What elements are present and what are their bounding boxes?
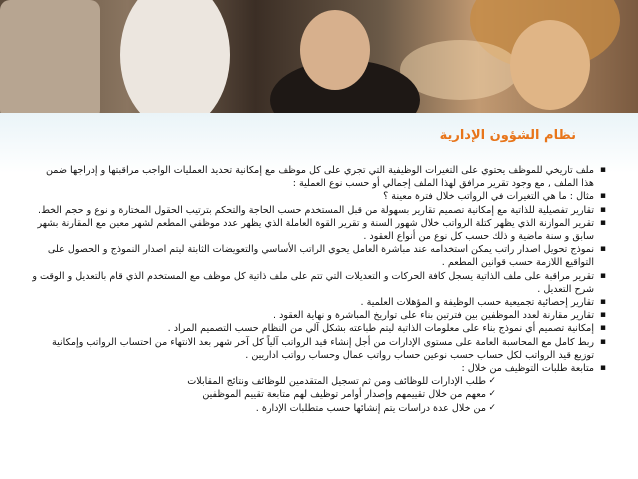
checkmark-icon: ✓ [488,389,496,400]
list-item: ▪ نموذج تحويل اصدار راتب يمكن استخدامه عند مباشرة العامل يحوي الراتب الأساسي والتعويضات الثابتة ليتم اصدار النموذج و الحصول على التواقيع اللازمة حسب قوانين المطعم . [30,243,606,269]
header-photo [0,0,638,113]
list-item: ▪ مثال : ما هي التغيرات في الرواتب خلال فترة معينة ؟ [30,190,606,203]
sub-list [30,375,606,415]
feature-list [30,164,606,375]
list-item: ▪ إمكانية تصميم أي نموذج بناء على معلومات الذاتية ليتم طباعته بشكل آلي من النظام حسب التصميم المراد . [30,322,606,335]
checkmark-icon: ✓ [488,402,496,413]
content-body [30,164,606,415]
list-item: ▪ تقرير مراقبة على ملف الذاتية يسجل كافة الحركات و التعديلات التي تتم على ملف ذاتية كل موظف مع المستخدم الذي قام بالتعديل و الوقت و شرح التعديل . [30,270,606,296]
sub-item: ✓ طلب الإدارات للوظائف ومن ثم تسجيل المتقدمين للوظائف ونتائج المقابلات [187,376,496,388]
sub-item: ✓ معهم من خلال تقييمهم وإصدار أوامر توظيف لهم متابعة تقييم الموظفين [202,389,496,401]
page-title: نظام الشؤون الإدارية [439,128,576,143]
list-item: ▪ تقرير الموازنة الذي يظهر كتلة الرواتب خلال شهور السنة و تقرير القوة العاملة الذي يظهر عدد موظفي المطعم لشهر معين مع المقارنة بشهر سابق و سنة ماضية و ذلك حسب كل نوع من أنواع العقود . [30,217,606,243]
sub-item: ✓ من خلال عدة دراسات يتم إنشائها حسب متطلبات الإدارة . [255,402,496,414]
list-item: ▪ تقارير إحصائية تجميعية حسب الوظيفة و المؤهلات العلمية . [30,296,606,309]
list-item: ▪ ملف تاريخي للموظف يحتوي على التغيرات الوظيفية التي تجري على كل موظف مع إمكانية تحديد العمليات الواجب مراقبتها و إدراجها ضمن هذا الملف , مع وجود تقرير مرافق لهذا الملف إجمالي أو حسب نوع العملية : [30,164,606,190]
list-item: ▪ متابعة طلبات التوظيف من خلال : [30,362,606,375]
list-item: ▪ ربط كامل مع المحاسبة العامة على مستوى الإدارات من أجل إنشاء قيد الرواتب آلياً كل آخر شهر بعد الانتهاء من احتساب الرواتب وإمكانية توزيع قيد الرواتب لكل حساب حسب نوعين حساب رواتب عمال وحساب رواتب اداريين . [30,336,606,362]
list-item: ▪ تقارير تفصيلية للذاتية مع إمكانية تصميم تقارير بسهولة من قبل المستخدم حسب الحاجة والتحكم بترتيب الحقول المختارة و نوع و حجم الخط. [30,204,606,217]
list-item: ▪ تقارير مقارنة لعدد الموظفين بين فترتين بناء على تواريخ المباشرة و نهاية العقود . [30,309,606,322]
checkmark-icon: ✓ [488,376,496,387]
